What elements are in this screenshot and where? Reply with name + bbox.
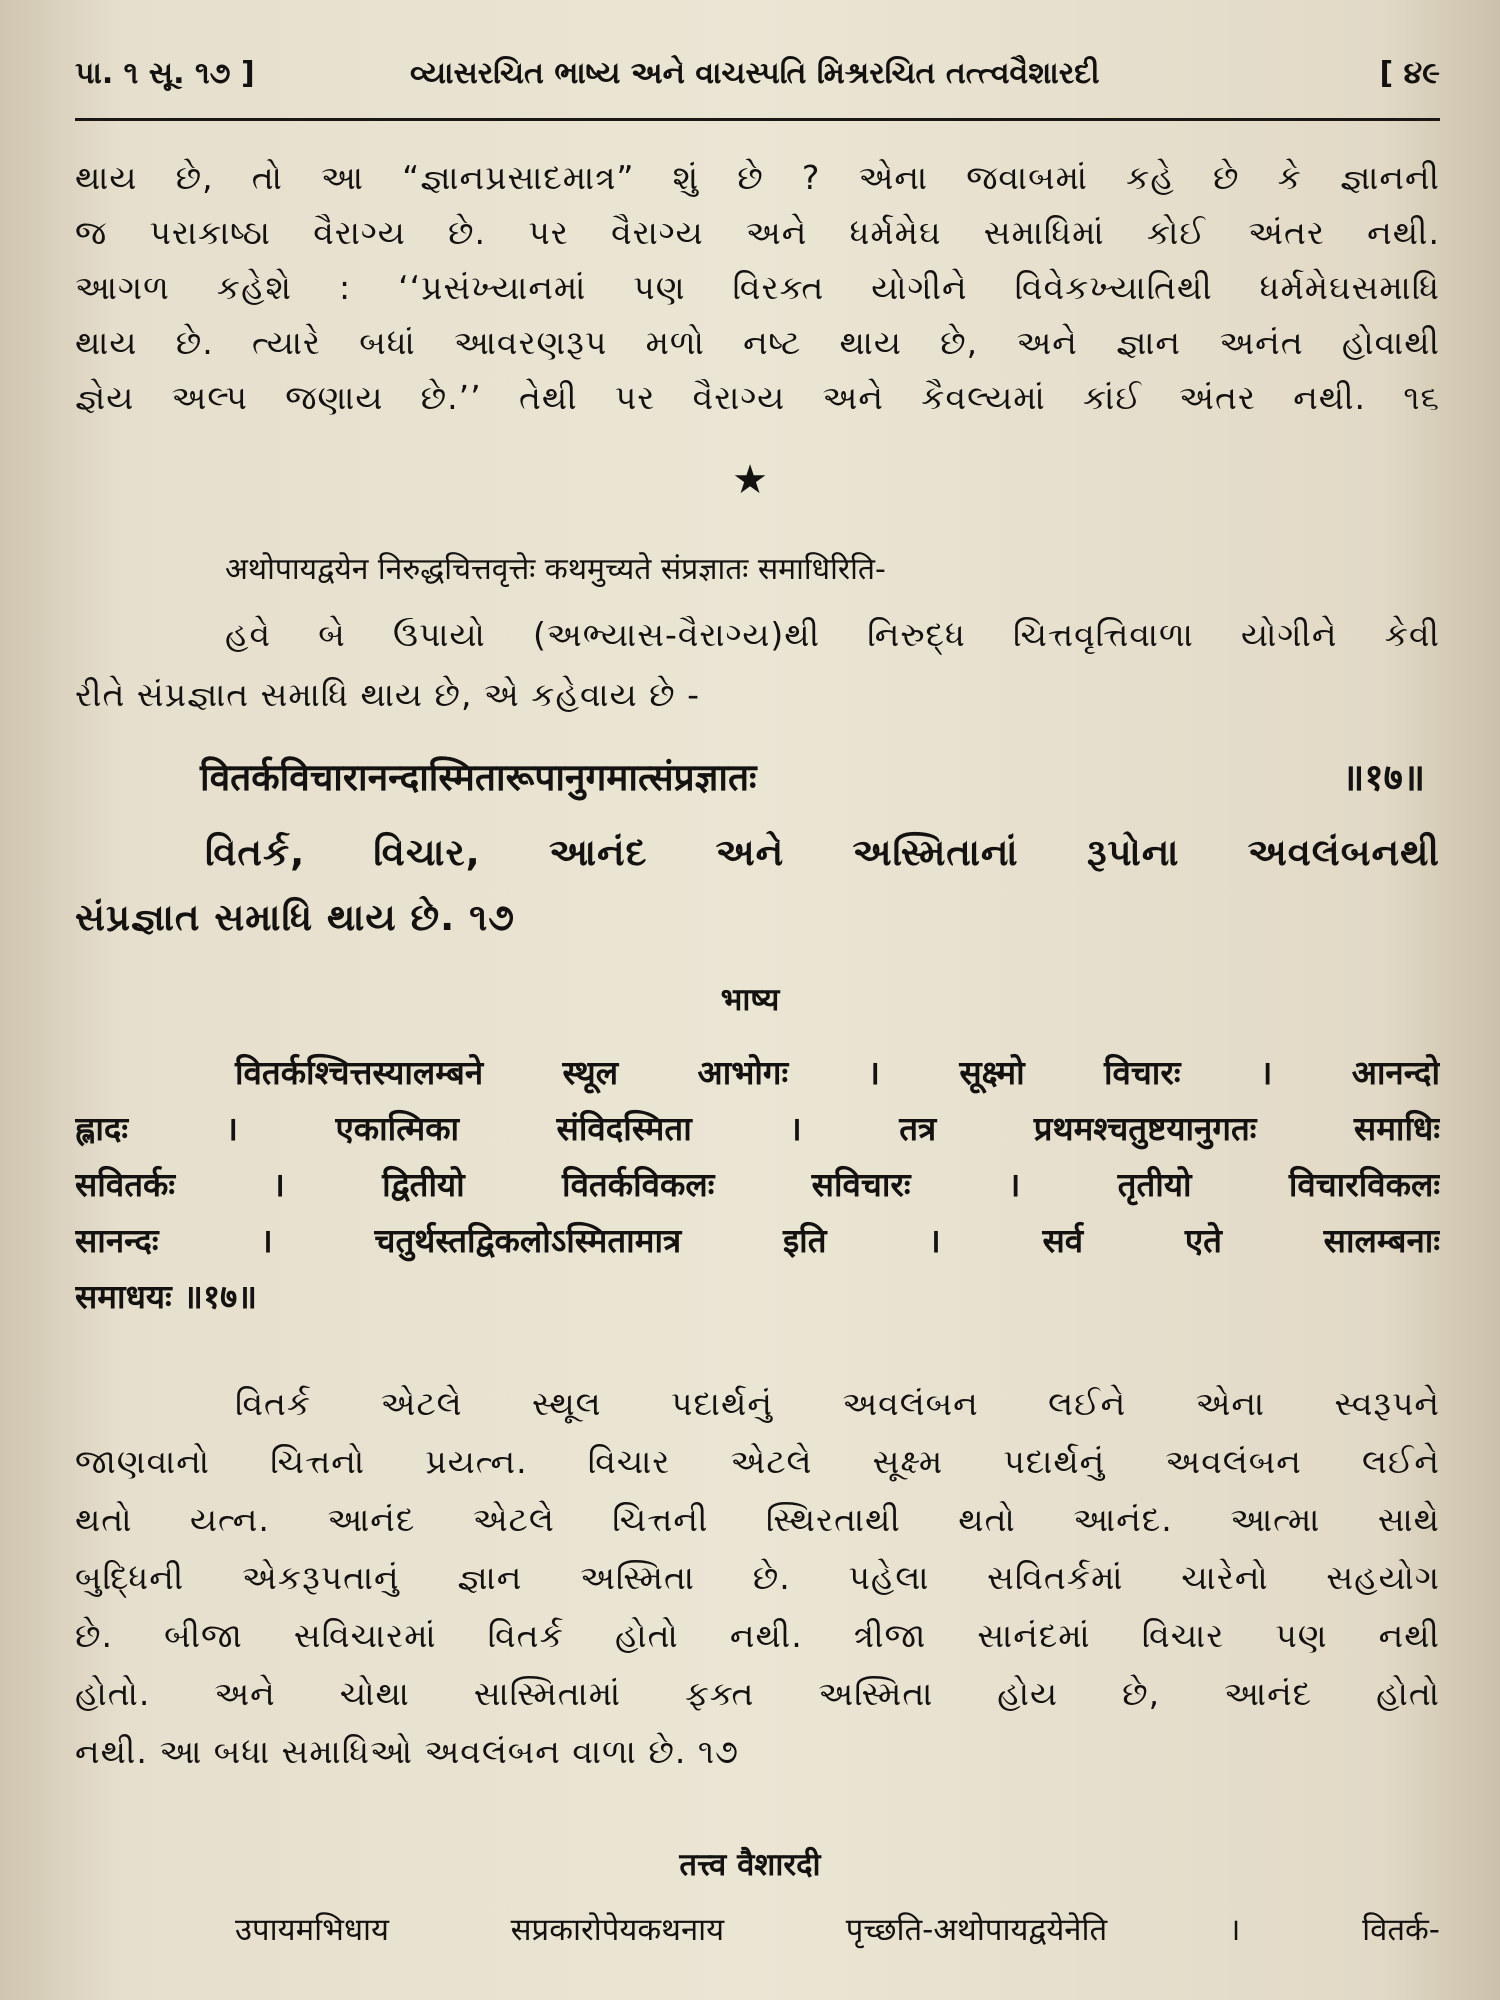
star-separator-icon: ★	[732, 457, 768, 503]
bhashya-text	[75, 1045, 1440, 1325]
page-number: [ ૪૯	[1379, 56, 1440, 91]
commentary-paragraph-1	[75, 150, 1440, 425]
tattva-vaisharadi-text: उपायमभिधाय सप्रकारोपेयकथनाय पृच्छति-अथोपायद्वयेनेति । वितर्क-	[235, 1912, 1440, 1948]
paragraph-line: વિતર્ક, વિચાર, આનંદ અને અસ્મિતાનાં રૂપોના અવલંબનથી	[205, 831, 1440, 874]
paragraph-line: થાય છે, તો આ “જ્ઞાનપ્રસાદમાત્ર” શું છે ? એના જવાબમાં કહે છે કે જ્ઞાનની	[75, 158, 1440, 197]
paragraph-line: છે. બીજા સવિચારમાં વિતર્ક હોતો નથી. ત્રીજા સાનંદમાં વિચાર પણ નથી	[75, 1616, 1440, 1655]
paragraph-line: બુદ્ધિની એકરૂપતાનું જ્ઞાન અસ્મિતા છે. પહેલા સવિતર્કમાં ચારેનો સહયોગ	[75, 1558, 1440, 1597]
tattva-vaisharadi-heading: तत्त्व वैशारदी	[679, 1847, 821, 1883]
paragraph-line: सानन्दः । चतुर्थस्तद्विकलोऽस्मितामात्र इति । सर्व एते सालम्बनाः	[75, 1221, 1440, 1260]
paragraph-line: હોતો. અને ચોથા સાસ્મિતામાં ફક્ત અસ્મિતા હોય છે, આનંદ હોતો	[75, 1674, 1440, 1713]
paragraph-line: વિતર્ક એટલે સ્થૂલ પદાર્થનું અવલંબન લઈને એના સ્વરૂપને	[235, 1384, 1440, 1423]
paragraph-line: થાય છે. ત્યારે બધાં આવરણરૂપ મળો નષ્ટ થાય છે, અને જ્ઞાન અનંત હોવાથી	[75, 323, 1440, 362]
paragraph-line: समाधयः ॥१७॥	[75, 1277, 258, 1316]
sanskrit-introduction: अथोपायद्वयेन निरुद्धचित्तवृत्तेः कथमुच्यते संप्रज्ञातः समाधिरिति-	[225, 552, 886, 587]
header-rule	[75, 118, 1440, 121]
paragraph-line: નથી. આ બધા સમાધિઓ અવલંબન વાળા છે. ૧૭	[75, 1732, 739, 1771]
chapter-reference: પા. ૧ સૂ. ૧૭ ]	[75, 56, 255, 91]
introduction-translation	[75, 605, 1440, 725]
sutra-text: वितर्कविचारानन्दास्मितारूपानुगमात्संप्रज्ञातः ॥१७॥	[200, 756, 1425, 799]
paragraph-line: જ પરાકાષ્ઠા વૈરાગ્ય છે. પર વૈરાગ્ય અને ધર્મમેઘ સમાધિમાં કોઈ અંતર નથી.	[75, 213, 1440, 252]
paragraph-line: આગળ કહેશે : ‘‘પ્રસંખ્યાનમાં પણ વિરક્ત યોગીને વિવેકખ્યાતિથી ધર્મમેઘસમાધિ	[75, 268, 1440, 307]
paragraph-line: થતો યત્ન. આનંદ એટલે ચિત્તની સ્થિરતાથી થતો આનંદ. આત્મા સાથે	[75, 1500, 1440, 1539]
paragraph-line: ह्लादः । एकात्मिका संविदस्मिता । तत्र प्रथमश्चतुष्टयानुगतः समाधिः	[75, 1109, 1440, 1148]
sutra-translation	[75, 820, 1440, 950]
bhashya-heading: भाष्य	[720, 982, 780, 1018]
paragraph-line: જાણવાનો ચિત્તનો પ્રયત્ન. વિચાર એટલે સૂક્ષ્મ પદાર્થનું અવલંબન લઈને	[75, 1442, 1440, 1481]
paragraph-line: હવે બે ઉપાયો (અભ્યાસ-વૈરાગ્ય)થી નિરુદ્ધ ચિત્તવૃત્તિવાળા યોગીને કેવી	[225, 615, 1440, 654]
paragraph-line: સંપ્રજ્ઞાત સમાધિ થાય છે. ૧૭	[75, 896, 515, 939]
paragraph-line: वितर्कश्चित्तस्यालम्बने स्थूल आभोगः । सूक्ष्मो विचारः । आनन्दो	[235, 1053, 1440, 1092]
paragraph-line: सवितर्कः । द्वितीयो वितर्कविकलः सविचारः । तृतीयो विचारविकलः	[75, 1165, 1440, 1204]
header-title: વ્યાસરચિત ભાષ્ય અને વાચસ્પતિ મિશ્રરચિત તત્ત્વવૈશારદી	[410, 56, 1100, 91]
bhashya-translation	[75, 1375, 1440, 1781]
paragraph-line: જ્ઞેય અલ્પ જણાય છે.’’ તેથી પર વૈરાગ્ય અને કૈવલ્યમાં કાંઈ અંતર નથી. ૧૬	[75, 378, 1440, 417]
paragraph-line: રીતે સંપ્રજ્ઞાત સમાધિ થાય છે, એ કહેવાય છે -	[75, 675, 701, 714]
running-header	[75, 42, 1440, 114]
